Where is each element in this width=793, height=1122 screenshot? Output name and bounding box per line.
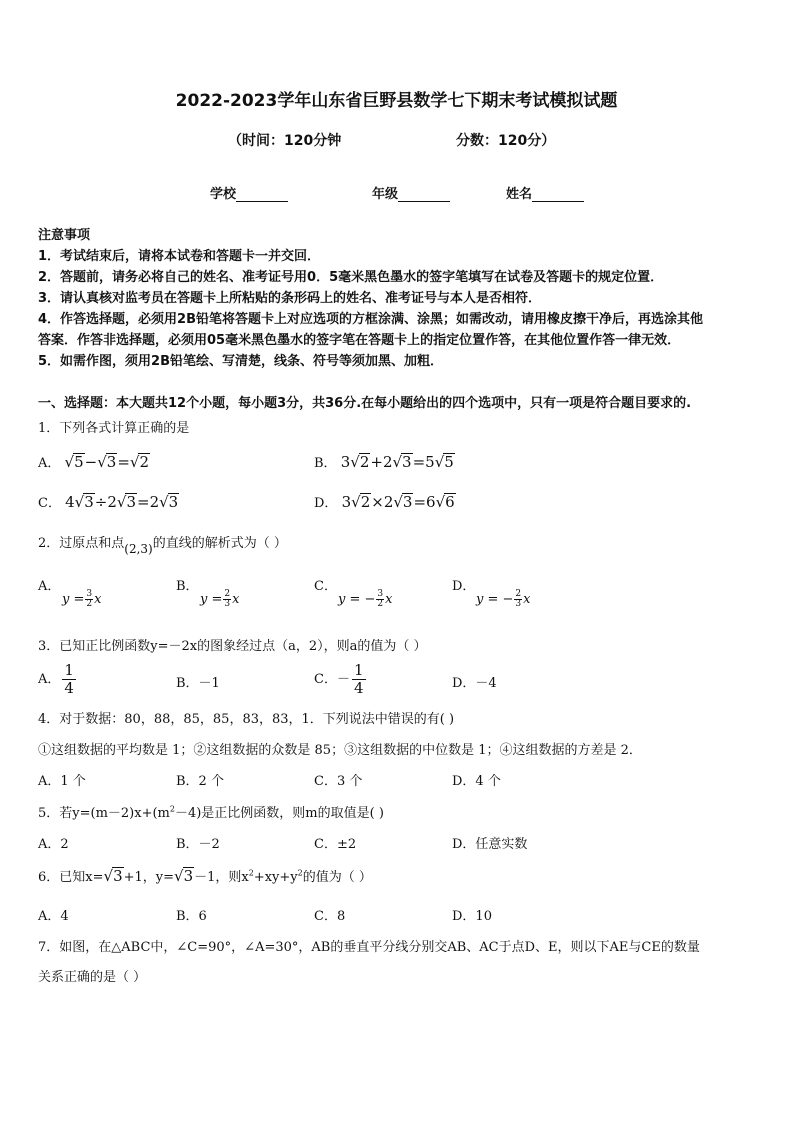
q5-option-b: B．－2 [176, 837, 220, 852]
q2-option-d: D． [452, 579, 476, 594]
q2-point: (2,3) [124, 542, 153, 556]
q4-option-a: A．1 个 [38, 774, 86, 789]
grade-field [372, 183, 450, 202]
q1-c-expression: 4√3÷2√3=2√3 [65, 493, 179, 511]
notice-item: 4．作答选择题，必须用2B铅笔将答题卡上对应选项的方框涂满、涂黑；如需改动，请用橡皮擦干净后，再选涂其他 [38, 312, 704, 327]
q5-option-a: A．2 [38, 837, 69, 852]
question-5-stem: 5．若$y=(m-2)x+(m^2-4)$是正比例函数，则m的取值是( ) [38, 804, 384, 821]
q5-option-d: D．任意实数 [452, 837, 528, 852]
q4-option-d: D．4 个 [452, 774, 501, 789]
question-4-stem: 4．对于数据：80，88，85，85，83，83，1．下列说法中错误的有( ) [38, 712, 455, 727]
q3-option-a: A． $\frac{1}{4}$ [38, 661, 74, 697]
notice-item: 3．请认真核对监考员在答题卡上所粘贴的条形码上的姓名、准考证号与本人是否相符． [38, 291, 542, 306]
q5-option-c: C．±2 [314, 837, 357, 852]
q6-option-d: D．10 [452, 909, 492, 924]
notice-item: 5．如需作图，须用2B铅笔绘、写清楚，线条、符号等须加黑、加粗． [38, 354, 443, 369]
question-6-stem: 6．已知x=√3+1，y=√3－1，则$x^2+xy+y^2$的值为（ ） [38, 867, 372, 885]
q1-a-expression: √5−√3=√2 [64, 453, 150, 471]
q1-option-d: D． 3√2×2√3=6√6 [314, 493, 455, 511]
question-3-stem: 3．已知正比例函数y=－2x的图象经过点（a，2），则a的值为（ ） [38, 639, 427, 654]
q1-b-expression: 3√2+2√3=5√5 [340, 453, 454, 471]
q2-a-expression: y = $\frac{3}{2}$ x [62, 589, 102, 609]
name-field [506, 183, 584, 202]
q2-b-expression: y = $\frac{2}{3}$ x [200, 589, 240, 609]
q6-option-b: B．6 [176, 909, 207, 924]
exam-time: （时间：120分钟 [228, 133, 342, 149]
q3-option-d: D．－4 [452, 676, 497, 691]
q6-option-c: C．8 [314, 909, 346, 924]
q1-option-b: B． 3√2+2√3=5√5 [314, 453, 454, 471]
grade-label: 年级 [372, 187, 399, 202]
q2-c-expression: y = − $\frac{3}{2}$ x [338, 589, 393, 609]
name-label: 姓名 [506, 187, 533, 202]
question-1-stem: 1．下列各式计算正确的是 [38, 421, 190, 436]
q2-option-a: A． [38, 579, 61, 594]
q2-option-c: C． [314, 579, 337, 594]
page-title: 2022-2023学年山东省巨野县数学七下期末考试模拟试题 [175, 91, 618, 111]
question-7-line-1: 7．如图，在△ABC中，∠C=90°，∠A=30°，AB的垂直平分线分别交AB、AC于点D、E，则以下AE与CE的数量 [38, 940, 700, 955]
exam-score: 分数：120分） [456, 133, 556, 149]
notice-item: 答案．作答非选择题，必须用05毫米黑色墨水的签字笔在答题卡上的指定位置作答，在其他位置作答一律无效． [38, 333, 681, 348]
q1-option-a: A． √5−√3=√2 [38, 453, 150, 471]
q4-option-c: C．3 个 [314, 774, 363, 789]
q2-d-expression: y = − $\frac{2}{3}$ x [476, 589, 531, 609]
section-heading: 一、选择题：本大题共12个小题，每小题3分，共36分.在每小题给出的四个选项中，只有一项是符合题目要求的. [38, 396, 692, 411]
school-blank [236, 187, 288, 202]
q1-d-expression: 3√2×2√3=6√6 [341, 493, 455, 511]
school-label: 学校 [210, 187, 237, 202]
grade-blank [398, 187, 450, 202]
q6-option-a: A．4 [38, 909, 69, 924]
name-blank [532, 187, 584, 202]
q1-option-c: C． 4√3÷2√3=2√3 [38, 493, 179, 511]
q4-option-b: B．2 个 [176, 774, 224, 789]
question-7-line-2: 关系正确的是（ ） [38, 970, 147, 985]
notice-item: 2．答题前，请务必将自己的姓名、准考证号用0．5毫米黑色墨水的签字笔填写在试卷及答题卡的规定位置． [38, 270, 664, 285]
q3-option-c: C．－ $\frac{1}{4}$ [314, 661, 364, 697]
school-field [210, 183, 288, 202]
q2-option-b: B． [176, 579, 199, 594]
question-4-statements: ①这组数据的平均数是 1；②这组数据的众数是 85；③这组数据的中位数是 1；④这组数据的方差是 2． [38, 743, 642, 758]
notice-heading: 注意事项 [38, 228, 91, 243]
question-2-stem: 2．过原点和点(2,3)的直线的解析式为（ ） [38, 536, 287, 556]
q3-option-b: B．－1 [176, 676, 220, 691]
notice-item: 1．考试结束后，请将本试卷和答题卡一并交回． [38, 249, 321, 264]
